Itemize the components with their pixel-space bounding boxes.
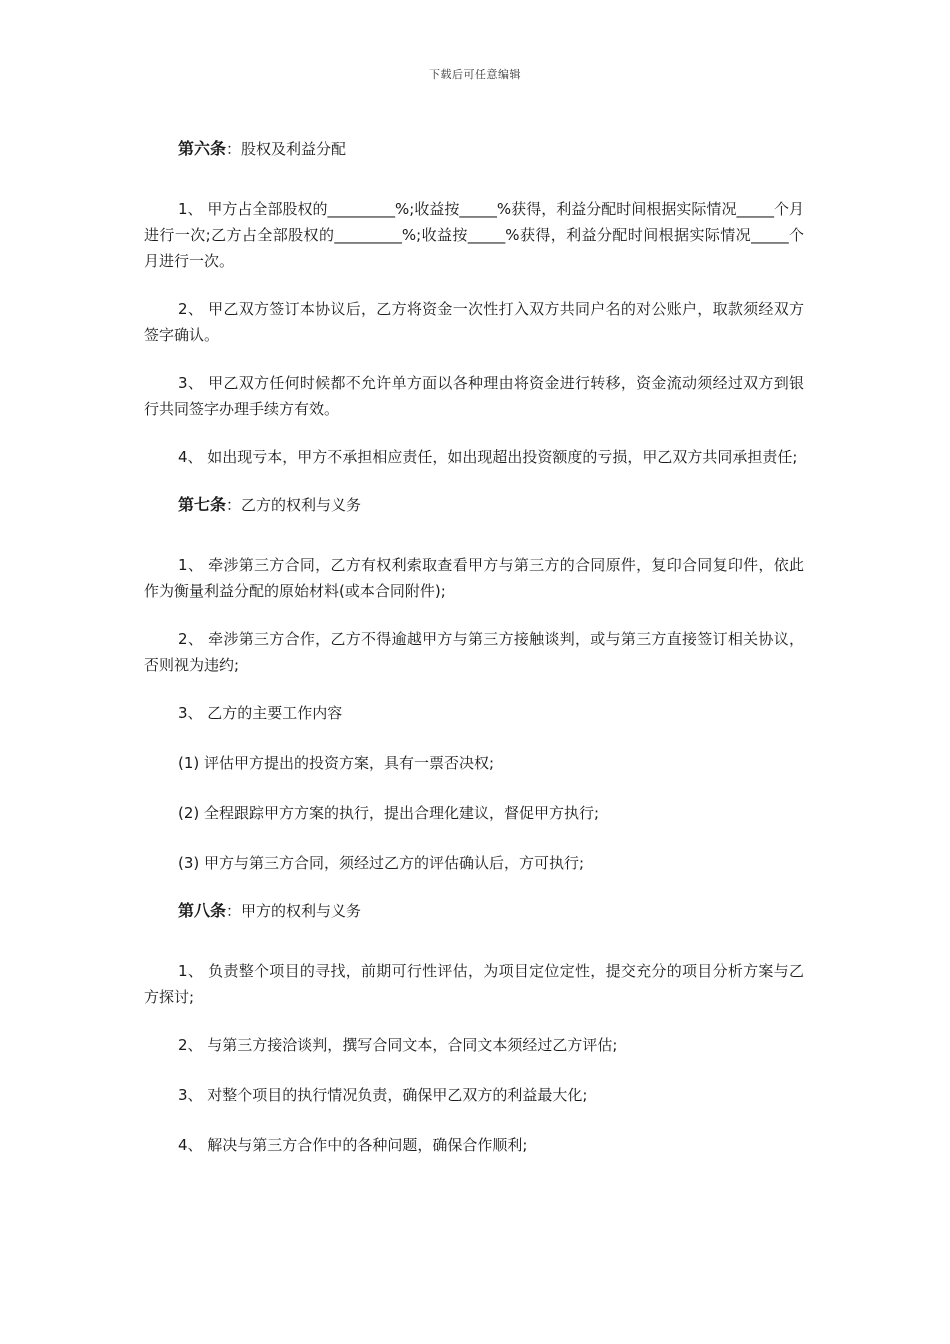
document-body [144,136,804,1158]
article-8-clause-1: 1、 负责整个项目的寻找，前期可行性评估，为项目定位定性，提交充分的项目分析方案与乙方探讨; [144,962,804,1006]
article-7-clause-3: 3、 乙方的主要工作内容 [178,704,343,722]
article-7-clause-2: 2、 牵涉第三方合作，乙方不得逾越甲方与第三方接触谈判，或与第三方直接签订相关协议，否则视为违约; [144,630,804,674]
article-8-title: ：甲方的权利与义务 [226,902,362,920]
article-8-number: 第八条 [178,901,227,920]
article-7-subitem-2: (2) 全程跟踪甲方方案的执行，提出合理化建议，督促甲方执行; [178,804,600,822]
article-7-subitem-1: (1) 评估甲方提出的投资方案，具有一票否决权; [178,754,495,772]
article-8-clause-2: 2、 与第三方接洽谈判，撰写合同文本，合同文本须经过乙方评估; [178,1036,618,1054]
article-7-clause-1: 1、 牵涉第三方合同，乙方有权利索取查看甲方与第三方的合同原件，复印合同复印件，依此作为衡量利益分配的原始材料(或本合同附件); [144,556,804,600]
article-6-heading [144,136,804,162]
article-7-number: 第七条 [178,495,227,514]
article-8-heading [144,898,804,924]
article-6-clause-1: 1、 甲方占全部股权的_________%;收益按_____%获得，利益分配时间根据实际情况_____个月进行一次;乙方占全部股权的_________%;收益按_____%获得，利益分配时间根据实际情况_____个月进行一次。 [144,200,804,270]
article-6-title: ：股权及利益分配 [226,140,347,158]
page-header: 下载后可任意编辑 [429,68,521,81]
article-6-clause-2: 2、 甲乙双方签订本协议后，乙方将资金一次性打入双方共同户名的对公账户，取款须经双方签字确认。 [144,300,804,344]
article-7-title: ：乙方的权利与义务 [226,496,362,514]
article-6-number: 第六条 [178,139,227,158]
article-8-clause-4: 4、 解决与第三方合作中的各种问题，确保合作顺利; [178,1136,528,1154]
article-6-clause-4: 4、 如出现亏本，甲方不承担相应责任，如出现超出投资额度的亏损，甲乙双方共同承担责任; [178,448,798,466]
article-7-subitem-3: (3) 甲方与第三方合同，须经过乙方的评估确认后，方可执行; [178,854,585,872]
article-7-heading [144,492,804,518]
article-6-clause-3: 3、 甲乙双方任何时候都不允许单方面以各种理由将资金进行转移，资金流动须经过双方到银行共同签字办理手续方有效。 [144,374,804,418]
article-8-clause-3: 3、 对整个项目的执行情况负责，确保甲乙双方的利益最大化; [178,1086,588,1104]
